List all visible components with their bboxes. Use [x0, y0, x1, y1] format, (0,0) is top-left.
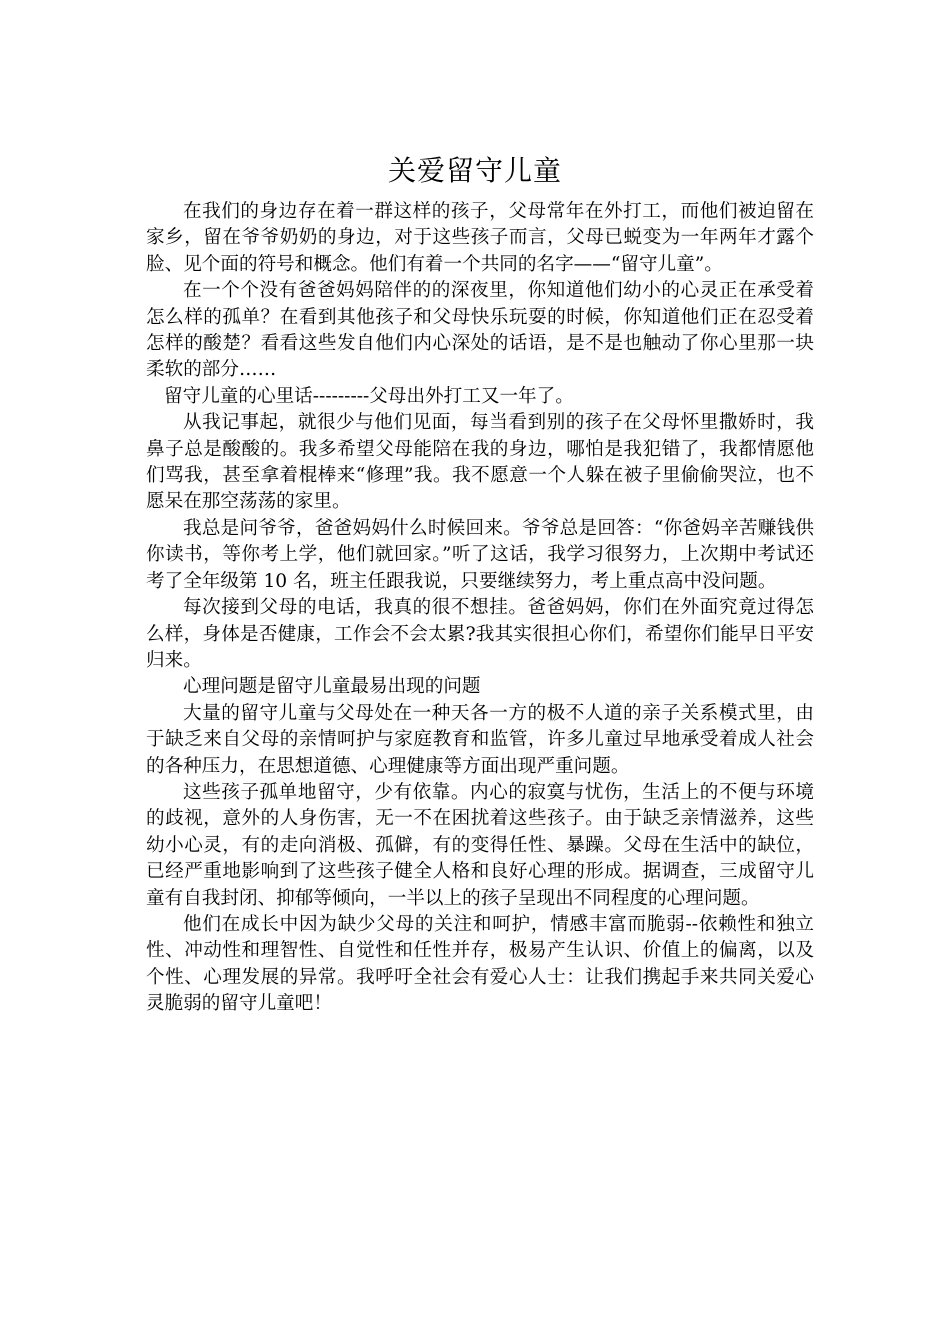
paragraph-lonely-children: 这些孩子孤单地留守，少有依靠。内心的寂寞与忧伤，生活上的不便与环境的歧视，意外的人身伤害，无一不在困扰着这些孩子。由于缺乏亲情滋养，这些幼小心灵，有的走向消极、孤僻，有的变得任性、暴躁。父母在生活中的缺位，已经严重地影响到了这些孩子健全人格和良好心理的形成。据调查，三成留守儿童有自我封闭、抑郁等倾向，一半以上的孩子呈现出不同程度的心理问题。: [146, 781, 814, 909]
paragraph-loneliness: 在一个个没有爸爸妈妈陪伴的的深夜里，你知道他们幼小的心灵正在承受着怎么样的孤单？在看到其他孩子和父母快乐玩耍的时候，你知道他们正在忍受着怎样的酸楚？看看这些发自他们内心深处的话语，是不是也触动了你心里那一块柔软的部分……: [146, 280, 814, 381]
paragraph-grandpa: 我总是问爷爷，爸爸妈妈什么时候回来。爷爷总是回答：“你爸妈辛苦赚钱供你读书，等你考上学，他们就回家。”听了这话，我学习很努力，上次期中考试还考了全年级第 10 名，班主任跟我说，只要继续努力，考上重点高中没问题。: [146, 517, 814, 592]
paragraph-intro: 在我们的身边存在着一群这样的孩子，父母常年在外打工，而他们被迫留在家乡，留在爷爷奶奶的身边，对于这些孩子而言，父母已蜕变为一年两年才露个脸、见个面的符号和概念。他们有着一个共同的名字——“留守儿童”。: [146, 201, 814, 275]
document-body: [146, 199, 814, 1018]
paragraph-psychology-heading: 心理问题是留守儿童最易出现的问题: [183, 676, 481, 698]
paragraph-relationship: 大量的留守儿童与父母处在一种天各一方的极不人道的亲子关系模式里，由于缺乏来自父母的亲情呵护与家庭教育和监管，许多儿童过早地承受着成人社会的各种压力，在思想道德、心理健康等方面出现严重问题。: [146, 702, 814, 777]
document-title: 关爱留守儿童: [387, 153, 562, 187]
paragraph-heart-words-heading: 留守儿童的心里话---------父母出外打工又一年了。: [164, 385, 574, 407]
paragraph-phone-call: 每次接到父母的电话，我真的很不想挂。爸爸妈妈，你们在外面究竟过得怎么样，身体是否健康，工作会不会太累?我其实很担心你们，希望你们能早日平安归来。: [146, 597, 814, 671]
paragraph-memory: 从我记事起，就很少与他们见面，每当看到别的孩子在父母怀里撒娇时，我鼻子总是酸酸的。我多希望父母能陪在我的身边，哪怕是我犯错了，我都情愿他们骂我，甚至拿着棍棒来“修理”我。我不愿意一个人躲在被子里偷偷哭泣，也不愿呆在那空荡荡的家里。: [146, 412, 814, 513]
paragraph-call-to-action: 他们在成长中因为缺少父母的关注和呵护，情感丰富而脆弱--依赖性和独立性、冲动性和理智性、自觉性和任性并存，极易产生认识、价值上的偏离，以及个性、心理发展的异常。我呼吁全社会有爱心人士：让我们携起手来共同关爱心灵脆弱的留守儿童吧！: [146, 913, 814, 1015]
